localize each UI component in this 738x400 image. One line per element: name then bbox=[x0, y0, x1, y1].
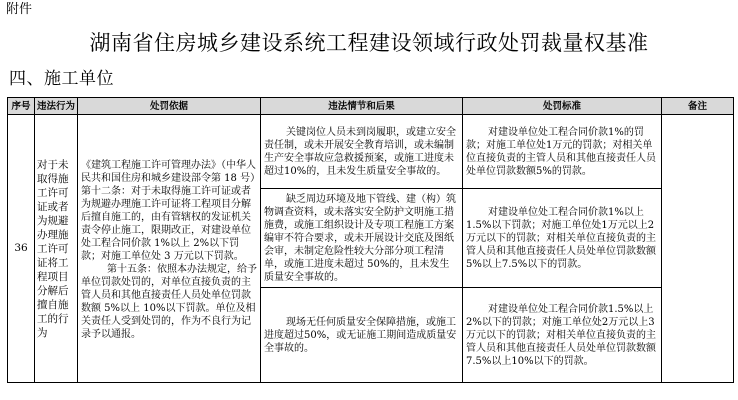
standard-text: 对建设单位处工程合同价款1%的罚款；对施工单位处1万元的罚款；对相关单位直接负责的主管人员和其他直接责任人员处单位罚款数额5%的罚款。 bbox=[466, 126, 656, 177]
attachment-label: 附件 bbox=[6, 2, 33, 17]
col-header-basis: 处罚依据 bbox=[78, 98, 261, 115]
cell-standard-tier-1 bbox=[463, 115, 662, 189]
penalty-standard-table bbox=[7, 97, 734, 383]
section-heading: 四、施工单位 bbox=[9, 69, 114, 89]
cell-violation: 对于未取得施工许可证或者为规避办理施工许可证将工程项目分解后擅自施工的行为 bbox=[35, 115, 78, 383]
circumstance-text: 关键岗位人员未到岗履职，或建立安全责任制，或未开展安全教育培训，或未编制生产安全事故应急救援预案，或施工进度未超过10%的，且未发生质量安全事故的。 bbox=[264, 126, 456, 177]
col-header-circumstances: 违法情节和后果 bbox=[261, 98, 463, 115]
cell-circumstance-tier-2 bbox=[261, 189, 463, 288]
standard-text: 对建设单位处工程合同价款1%以上1.5%以下罚款；对施工单位处1万元以上2万元以下的罚款；对相关单位直接负责的主管人员和其他直接责任人员处单位罚款数额5%以上7.5%以下的罚款。 bbox=[466, 206, 656, 270]
basis-paragraph-1: 《建筑工程施工许可管理办法》（中华人民共和国住房和城乡建设部令第 18 号）第十二条：对于未取得施工许可证或者为规避办理施工许可证将工程项目分解后擅自施工的，由有管辖权的发证机关责令停止施工，限期改正，对建设单位处工程合同价款 1%以上 2%以下罚款；对施工单位处 3 万元以下罚款。 bbox=[81, 160, 256, 262]
standard-text: 对建设单位处工程合同价款1.5%以上2%以下的罚款；对施工单位处2万元以上3万元以下的罚款；对相关单位直接负责的主管人员和其他直接责任人员处单位罚款数额7.5%以上10%以下的罚款。 bbox=[466, 303, 656, 367]
cell-seq: 36 bbox=[8, 115, 35, 383]
cell-remark bbox=[662, 115, 734, 383]
circumstance-text: 现场无任何质量安全保障措施，或施工进度超过50%，或无证施工期间造成质量安全事故的。 bbox=[264, 316, 457, 354]
cell-standard-tier-2 bbox=[463, 189, 662, 288]
col-header-remark: 备注 bbox=[662, 98, 734, 115]
document-title: 湖南省住房城乡建设系统工程建设领域行政处罚裁量权基准 bbox=[89, 31, 649, 55]
col-header-act: 违法行为 bbox=[35, 98, 78, 115]
circumstance-text: 缺乏周边环境及地下管线、建（构）筑物调查资料，或未落实安全防护文明施工措施费，或施工组织设计及专项工程施工方案编审不符合要求，或未开展设计交底及图纸会审，未制定危险性较大分部分项工程清单，或施工进度未超过 50%的，且未发生质量安全事故的。 bbox=[264, 193, 456, 283]
cell-circumstance-tier-1 bbox=[261, 115, 463, 189]
table-row bbox=[8, 115, 734, 189]
table-header-row bbox=[8, 98, 734, 115]
cell-legal-basis bbox=[78, 115, 261, 383]
col-header-seq: 序号 bbox=[8, 98, 35, 115]
basis-paragraph-2: 第十五条：依照本办法规定，给予单位罚款处罚的，对单位直接负责的主管人员和其他直接责任人员处单位罚款数额 5%以上 10%以下罚款。单位及相关责任人受到处罚的，作为不良行为记录予以通报。 bbox=[81, 264, 257, 340]
col-header-standard: 处罚标准 bbox=[463, 98, 662, 115]
cell-standard-tier-3 bbox=[463, 288, 662, 383]
cell-circumstance-tier-3 bbox=[261, 288, 463, 383]
